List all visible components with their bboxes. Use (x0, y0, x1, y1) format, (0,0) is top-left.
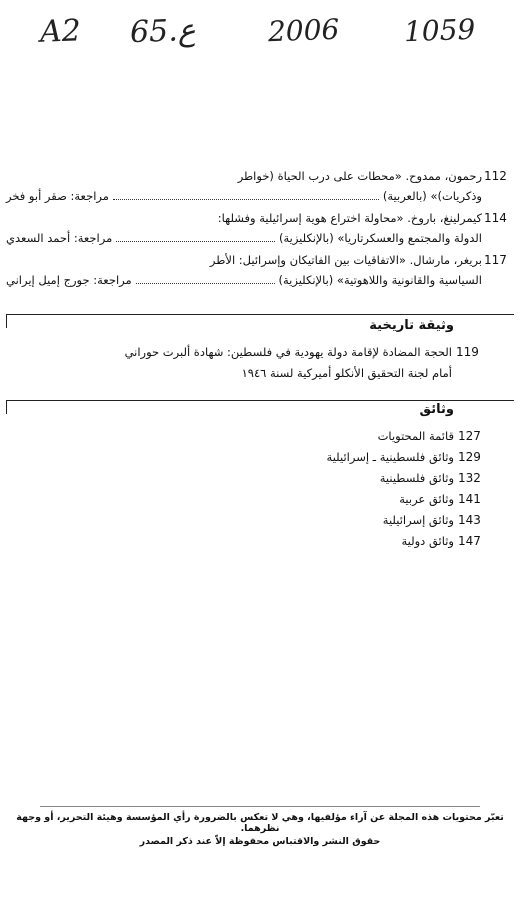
list-item-label: وثائق فلسطينية (379, 471, 454, 485)
list-item (154, 531, 481, 552)
page-number: 141 (458, 492, 481, 506)
section-heading-historical: وثيقة تاريخية (369, 318, 454, 333)
review-title-line: بريغر، مارشال. «الاتفاقيات بين الفاتيكان وإسرائيل: الأطر (209, 253, 482, 267)
list-item (154, 447, 481, 468)
handwritten-code: A2 (39, 13, 82, 50)
leader-dots (136, 283, 275, 284)
review-entry (6, 166, 507, 206)
page-number: 114 (484, 211, 507, 225)
footer-disclaimer: تعبّر محتويات هذه المجلة عن آراء مؤلفيها، وهي لا تعكس بالضرورة رأي المؤسسة وهيئة التحرير، أو وجهة نظرهما. (16, 812, 504, 834)
list-item (154, 426, 481, 447)
page-number: 143 (458, 513, 481, 527)
review-title-cont: السياسية والقانونية واللاهوتية» (بالإنكليزية) (278, 273, 482, 287)
section-divider (6, 314, 514, 315)
documents-list (154, 426, 481, 552)
reviewer: مراجعة: جورج إميل إيراني (6, 273, 132, 287)
handwritten-issue: 65.ع (129, 12, 197, 51)
list-item (154, 489, 481, 510)
list-item-label: قائمة المحتويات (377, 429, 454, 443)
section-heading-documents: وثائق (419, 402, 454, 417)
page-number: 127 (458, 429, 481, 443)
list-item-label: وثائق إسرائيلية (382, 513, 454, 527)
leader-dots (116, 241, 275, 242)
handwritten-year: 2006 (267, 12, 340, 49)
review-entry (6, 208, 507, 248)
section-divider-tick (6, 314, 7, 328)
review-title-cont: وذكريات)» (بالعربية) (382, 189, 482, 203)
list-item (154, 510, 481, 531)
footer-divider (40, 806, 480, 807)
page-number: 119 (456, 345, 479, 359)
list-item-label: وثائق عربية (399, 492, 454, 506)
footer-rights: حقوق النشر والاقتباس محفوظة إلاّ عند ذكر المصدر (139, 836, 381, 847)
review-title-cont: الدولة والمجتمع والعسكرتاريا» (بالإنكليزية) (278, 231, 482, 245)
handwritten-number: 1059 (403, 12, 476, 49)
historical-entry (6, 342, 479, 384)
list-item-label: وثائق دولية (401, 534, 454, 548)
review-entry (6, 250, 507, 290)
page-number: 132 (458, 471, 481, 485)
list-item-label: وثائق فلسطينية ـ إسرائيلية (326, 450, 454, 464)
reviewer: مراجعة: أحمد السعدي (6, 231, 113, 245)
section-divider (6, 400, 514, 401)
page-number: 117 (484, 253, 507, 267)
review-title-line: كيمرلينغ، باروخ. «محاولة اختراع هوية إسرائيلية وفشلها: (217, 211, 482, 225)
section-divider-tick (6, 400, 7, 414)
page-number: 147 (458, 534, 481, 548)
historical-title-line: الحجة المضادة لإقامة دولة يهودية في فلسطين: شهادة ألبرت حوراني (124, 345, 452, 359)
leader-dots (113, 199, 379, 200)
page-number: 112 (484, 169, 507, 183)
review-title-line: رحمون، ممدوح. «محطات على درب الحياة (خواطر (237, 169, 482, 183)
page-number: 129 (458, 450, 481, 464)
list-item (154, 468, 481, 489)
historical-title-cont: أمام لجنة التحقيق الأنكلو أميركية لسنة ١٩٤٦ (241, 366, 452, 380)
reviewer: مراجعة: صقر أبو فخر (6, 189, 109, 203)
